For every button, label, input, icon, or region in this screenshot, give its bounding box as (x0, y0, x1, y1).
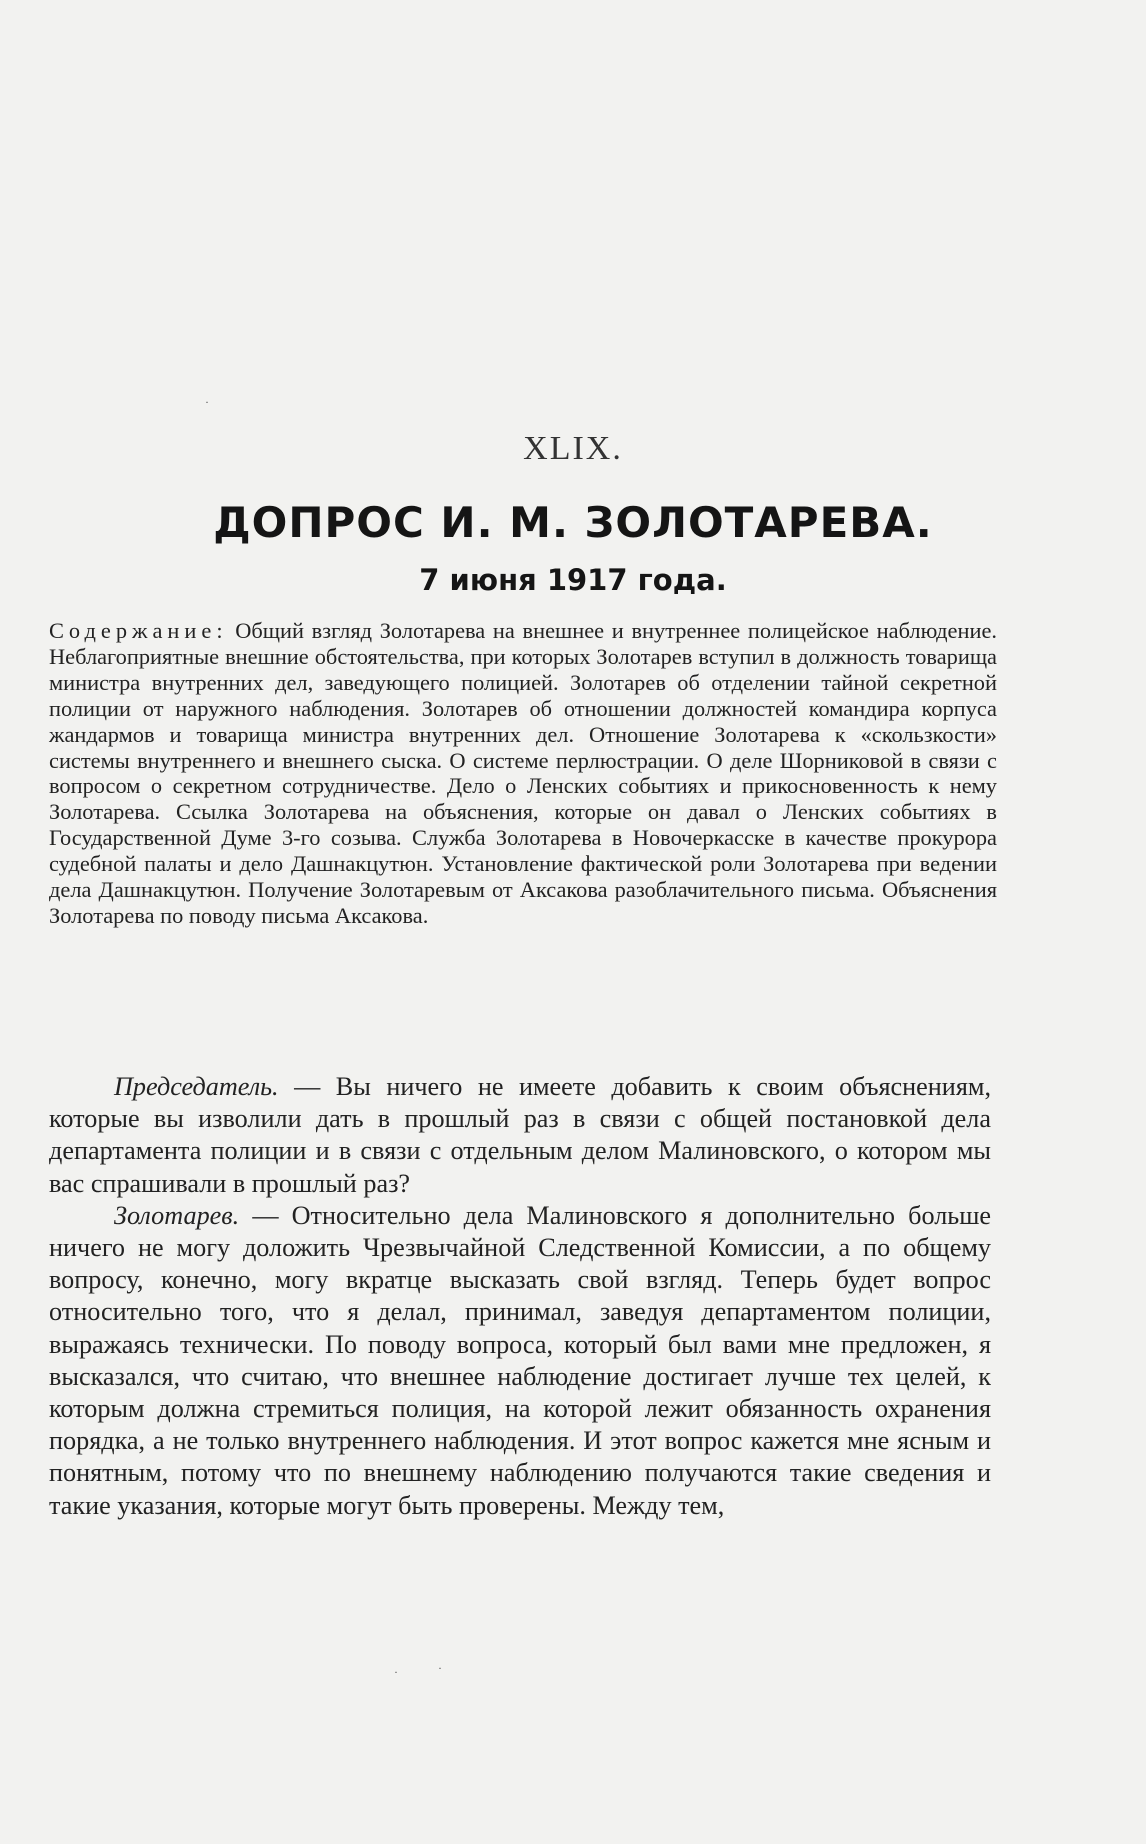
print-speck: · (205, 395, 209, 409)
interrogation-date: 7 июня 1917 года. (419, 563, 727, 597)
speech-text: — Относительно дела Малиновского я дополнительно больше ничего не могу доложить Чрезвычайной Следственной Комиссии, а по общему вопросу, конечно, могу вкратце высказать свой взгляд. Теперь будет вопрос относительно того, что я делал, принимал, заведуя департаментом полиции, выражаясь технически. По поводу вопроса, который был вами мне предложен, я высказался, что считаю, что внешнее наблюдение достигает лучше тех целей, к которым должна стремиться полиция, на которой лежит обязанность охранения порядка, а не только внутреннего наблюдения. И этот вопрос кажется мне ясным и понятным, потому что по внешнему наблюдению получаются такие сведения и такие указания, которые могут быть проверены. Между тем, (49, 1200, 991, 1520)
print-speck: · (438, 1661, 442, 1675)
speech-text: — Вы ничего не имеете добавить к своим объяснениям, которые вы изволили дать в прошлый раз в связи с общей постановкой дела департамента полиции и в связи с отдельным делом Малиновского, о котором мы вас спрашивали в прошлый раз? (49, 1072, 991, 1198)
summary-text: Общий взгляд Золотарева на внешнее и внутреннее полицейское наблюдение. Неблагоприятные внешние обстоятельства, при которых Золотарев вступил в должность товарища министра внутренних дел, заведующего полицией. Золотарев об отделении тайной секретной полиции от наружного наблюдения. Золотарев об отношении должностей командира корпуса жандармов и товарища министра внутренних дел. Отношение Золотарева к «скользкости» системы внутреннего и внешнего сыска. О системе перлюстрации. О деле Шорниковой в связи с вопросом о секретном сотрудничестве. Дело о Ленских событиях и прикосновенность к нему Золотарева. Ссылка Золотарева на объяснения, которые он давал о Ленских событиях в Государственной Думе 3-го созыва. Служба Золотарева в Новочеркасске в качестве прокурора судебной палаты и дело Дашнакцутюн. Установление фактической роли Золотарева при ведении дела Дашнакцутюн. Получение Золотаревым от Аксакова разоблачительного письма. Объяснения Золотарева по поводу письма Аксакова. (49, 618, 997, 928)
chapter-number: XLIX. (523, 430, 623, 467)
dialogue-body (49, 1071, 991, 1522)
dialogue-paragraph (49, 1071, 991, 1200)
dialogue-paragraph (49, 1200, 991, 1522)
print-speck: · (394, 1665, 398, 1679)
summary-lead: Содержание: (49, 618, 228, 643)
summary-paragraph (49, 618, 997, 929)
speaker-name: Золотарев. (114, 1200, 240, 1230)
speaker-name: Председатель. (114, 1072, 279, 1101)
page-title: ДОПРОС И. М. ЗОЛОТАРЕВА. (213, 498, 933, 547)
